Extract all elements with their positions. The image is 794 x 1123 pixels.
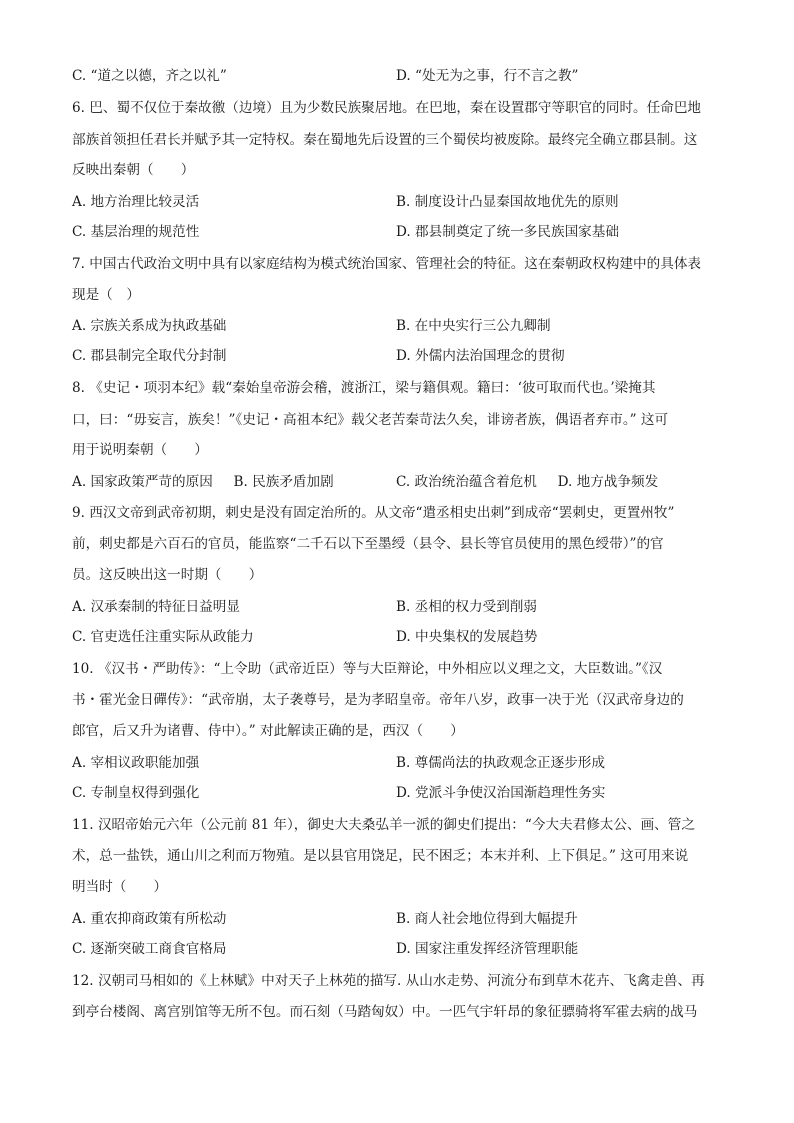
q6-stem-line-3: 反映出秦朝（ ）: [72, 162, 195, 178]
q10-stem-line-3: 郎官，后又升为诸曹、侍中）。” 对此解读正确的是，西汉（ ）: [72, 723, 464, 739]
q8-options-row: [72, 472, 334, 492]
q11-stem-line-3: 明当时（ ）: [72, 879, 168, 895]
q11-option-b: B. 商人社会地位得到大幅提升: [396, 911, 578, 927]
q10-option-a: A. 宰相议政职能加强: [72, 755, 200, 771]
q8-option-b: B. 民族矛盾加剧: [233, 474, 334, 490]
q5-option-c: C. “道之以德，齐之以礼”: [72, 68, 227, 84]
q9-option-c: C. 官吏选任注重实际从政能力: [72, 629, 254, 645]
q10-option-b: B. 尊儒尚法的执政观念正逐步形成: [396, 755, 605, 771]
q10-option-c: C. 专制皇权得到强化: [72, 785, 200, 801]
q12-stem-line-2: 到亭台楼阁、离宫别馆等无所不包。而石刻（马踏匈奴）中。一匹气宇轩昂的象征骠骑将军霍去病的战马: [72, 1004, 698, 1020]
q6-option-d: D. 郡县制奠定了统一多民族国家基础: [396, 224, 619, 240]
q6-stem-line-1: 6. 巴、蜀不仅位于秦故徼（边境）且为少数民族聚居地。在巴地，秦在设置郡守等职官的同时。任命巴地: [72, 100, 702, 116]
q5-option-d: D. “处无为之事，行不言之教”: [396, 68, 579, 84]
q6-stem-line-2: 部族首领担任君长并赋予其一定特权。秦在蜀地先后设置的三个蜀侯均被废除。最终完全确立郡县制。这: [72, 132, 698, 148]
q11-option-d: D. 国家注重发挥经济管理职能: [396, 941, 579, 957]
q10-stem-line-2: 书・霍光金日磾传》：“武帝崩，太子袭尊号，是为孝昭皇帝。帝年八岁，政事一决于光（汉武帝身边的: [72, 692, 684, 708]
q6-option-a: A. 地方治理比较灵活: [72, 194, 200, 210]
q8-options-row-right: [396, 472, 658, 492]
q6-option-b: B. 制度设计凸显秦国故地优先的原则: [396, 194, 619, 210]
q11-stem-line-2: 术，总一盐铁，通山川之利而万物殖。是以县官用饶足，民不困乏；本末并利、上下俱足。” 这可用来说: [72, 848, 689, 864]
q11-option-a: A. 重农抑商政策有所松动: [72, 911, 227, 927]
q9-stem-line-2: 前，刺史都是六百石的官员，能监察“二千石以下至墨绶（县令、县长等官员使用的黑色绶带）”的官: [72, 536, 664, 552]
q11-stem-line-1: 11. 汉昭帝始元六年（公元前 81 年），御史大夫桑弘羊一派的御史们提出：“今大夫君修太公、画、管之: [72, 817, 695, 833]
q8-option-a: A. 国家政策严苛的原因: [72, 474, 213, 490]
q10-stem-line-1: 10. 《汉书・严助传》：“上令助（武帝近臣）等与大臣辩论，中外相应以义理之文，大臣数诎。”《汉: [72, 661, 663, 677]
q7-option-b: B. 在中央实行三公九卿制: [396, 318, 551, 334]
q10-option-d: D. 党派斗争使汉治国渐趋理性务实: [396, 785, 606, 801]
q7-stem-line-1: 7. 中国古代政治文明中具有以家庭结构为模式统治国家、管理社会的特征。这在秦朝政权构建中的具体表: [72, 256, 702, 272]
q12-stem-line-1: 12. 汉朝司马相如的《上林赋》中对天子上林苑的描写. 从山水走势、河流分布到草木花卉、飞禽走兽、再: [72, 973, 705, 989]
q8-stem-line-2: 口，曰：“毋妄言，族矣！”《史记・高祖本纪》载父老苦秦苛法久矣，诽谤者族，偶语者弃市。” 这可: [72, 412, 669, 428]
q8-stem-line-1: 8. 《史记・项羽本纪》载“秦始皇帝游会稽，渡浙江，梁与籍俱观。籍曰：‘彼可取而代也。’梁掩其: [72, 380, 656, 396]
q9-stem-line-1: 9. 西汉文帝到武帝初期，刺史是没有固定治所的。从文帝“遣丞相史出刺”到成帝“罢刺史，更置州牧”: [72, 505, 675, 521]
q8-option-c: C. 政治统治蕴含着危机: [396, 474, 537, 490]
q7-stem-line-2: 现是（ ）: [72, 287, 140, 303]
q9-option-d: D. 中央集权的发展趋势: [396, 629, 538, 645]
q8-option-d: D. 地方战争频发: [557, 474, 659, 490]
q7-option-d: D. 外儒内法治国理念的贯彻: [396, 348, 565, 364]
q9-option-b: B. 丞相的权力受到削弱: [396, 599, 537, 615]
q9-option-a: A. 汉承秦制的特征日益明显: [72, 599, 240, 615]
q11-option-c: C. 逐渐突破工商食官格局: [72, 941, 227, 957]
q7-option-c: C. 郡县制完全取代分封制: [72, 348, 227, 364]
q9-stem-line-3: 员。这反映出这一时期（ ）: [72, 567, 263, 583]
q7-option-a: A. 宗族关系成为执政基础: [72, 318, 227, 334]
q8-stem-line-3: 用于说明秦朝（ ）: [72, 442, 208, 458]
q6-option-c: C. 基层治理的规范性: [72, 224, 200, 240]
